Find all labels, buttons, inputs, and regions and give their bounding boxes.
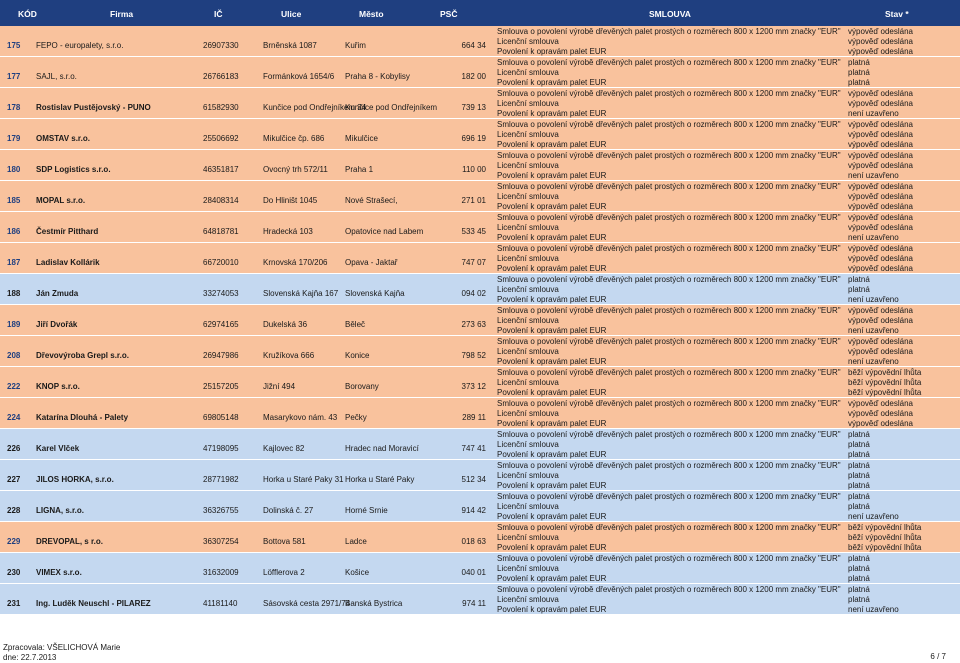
row-firma: DREVOPAL, s r.o. (36, 537, 103, 546)
row-firma: Katarína Dlouhá - Palety (36, 413, 129, 422)
smlouva-item: Smlouva o povolení výrobě dřevěných palet prostých o rozměrech 800 x 1200 mm značky "EUR" (497, 244, 841, 253)
row-mesto: Pečky (345, 413, 367, 422)
row-firma: MOPAL s.r.o. (36, 196, 86, 205)
stav-item: platná (848, 58, 870, 67)
smlouva-item: Licenční smlouva (497, 471, 559, 480)
header-stav: Stav * (885, 9, 909, 19)
row-firma: Čestmír Pitthard (36, 227, 99, 236)
row-psc: 747 07 (461, 258, 486, 267)
row-id: 222 (7, 382, 21, 391)
footer-date: dne: 22.7.2013 (3, 653, 57, 662)
row-smlouvy (497, 275, 842, 305)
row-mesto: Hradec nad Moravicí (345, 444, 419, 453)
row-stav (848, 492, 960, 522)
row-firma: KNOP s.r.o. (36, 382, 80, 391)
row-mesto: Nové Strašecí, (345, 196, 398, 205)
row-ic: 64818781 (203, 227, 239, 236)
smlouva-item: Licenční smlouva (497, 223, 559, 232)
stav-item: platná (848, 471, 870, 480)
row-ulice: Ovocný trh 572/11 (263, 165, 328, 174)
row-ulice: Brněnská 1087 (263, 41, 317, 50)
row-ulice: Sásovská cesta 2971/74 (263, 599, 351, 608)
row-stav (848, 585, 960, 615)
stav-item: výpověď odeslána (848, 306, 913, 315)
row-smlouvy (497, 213, 842, 243)
row-ulice: Löfflerova 2 (263, 568, 305, 577)
row-mesto: Kunčice pod Ondřejníkem (345, 103, 438, 112)
smlouva-item: Smlouva o povolení výrobě dřevěných palet prostých o rozměrech 800 x 1200 mm značky "EUR" (497, 58, 841, 67)
row-ulice: Dukelská 36 (263, 320, 308, 329)
row-ic: 25506692 (203, 134, 239, 143)
row-id: 224 (7, 413, 21, 422)
row-ulice: Dolinská č. 27 (263, 506, 314, 515)
footer-page-number: 6 / 7 (930, 652, 946, 661)
table-row (0, 398, 960, 429)
row-psc: 696 19 (461, 134, 486, 143)
table-row (0, 212, 960, 243)
stav-item: platná (848, 564, 870, 573)
smlouva-item: Licenční smlouva (497, 502, 559, 511)
header-kod: KÓD (18, 9, 37, 19)
row-ulice: Horka u Staré Paky 31 (263, 475, 344, 484)
header-mesto: Město (359, 9, 384, 19)
smlouva-item: Licenční smlouva (497, 347, 559, 356)
smlouva-item: Povolení k opravám palet EUR (497, 264, 607, 273)
row-smlouvy (497, 306, 842, 336)
row-smlouvy (497, 523, 842, 553)
smlouva-item: Smlouva o povolení výrobě dřevěných palet prostých o rozměrech 800 x 1200 mm značky "EUR" (497, 461, 841, 470)
row-ic: 69805148 (203, 413, 239, 422)
row-firma: LIGNA, s.r.o. (36, 506, 85, 515)
row-mesto: Slovenská Kajňa (345, 289, 405, 298)
smlouva-item: Licenční smlouva (497, 285, 559, 294)
table-row (0, 584, 960, 615)
stav-item: výpověď odeslána (848, 161, 913, 170)
table-row (0, 305, 960, 336)
row-ulice: Kajlovec 82 (263, 444, 305, 453)
row-smlouvy (497, 399, 842, 429)
row-stav (848, 306, 960, 336)
row-stav (848, 523, 960, 553)
table-row (0, 274, 960, 305)
row-psc: 182 00 (461, 72, 486, 81)
row-mesto: Horka u Staré Paky (345, 475, 415, 484)
table-row (0, 181, 960, 212)
row-psc: 974 11 (462, 599, 486, 608)
stav-item: výpověď odeslána (848, 409, 913, 418)
smlouva-item: Smlouva o povolení výrobě dřevěných palet prostých o rozměrech 800 x 1200 mm značky "EUR" (497, 368, 841, 377)
smlouva-item: Povolení k opravám palet EUR (497, 171, 607, 180)
row-mesto: Borovany (345, 382, 379, 391)
table-row (0, 553, 960, 584)
page-footer (0, 641, 960, 663)
row-mesto: Kuřim (345, 41, 366, 50)
header-ic: IČ (214, 9, 223, 19)
smlouva-item: Povolení k opravám palet EUR (497, 605, 607, 614)
row-ic: 61582930 (203, 103, 239, 112)
row-ulice: Mikulčice čp. 686 (263, 134, 325, 143)
row-ic: 33274053 (203, 289, 239, 298)
stav-item: platná (848, 285, 870, 294)
row-smlouvy (497, 244, 842, 274)
smlouva-item: Smlouva o povolení výrobě dřevěných palet prostých o rozměrech 800 x 1200 mm značky "EUR" (497, 554, 841, 563)
row-smlouvy (497, 89, 842, 119)
table-row (0, 522, 960, 553)
row-smlouvy (497, 337, 842, 367)
smlouva-item: Povolení k opravám palet EUR (497, 233, 607, 242)
row-id: 178 (7, 103, 21, 112)
row-ulice: Jižní 494 (263, 382, 296, 391)
row-psc: 664 34 (461, 41, 486, 50)
row-id: 179 (7, 134, 21, 143)
row-id: 231 (7, 599, 21, 608)
stav-item: výpověď odeslána (848, 99, 913, 108)
row-stav (848, 27, 960, 57)
row-id: 229 (7, 537, 21, 546)
row-stav (848, 275, 960, 305)
stav-item: běží výpovědní lhůta (848, 378, 922, 387)
row-id: 208 (7, 351, 21, 360)
smlouva-item: Smlouva o povolení výrobě dřevěných palet prostých o rozměrech 800 x 1200 mm značky "EUR" (497, 275, 841, 284)
row-stav (848, 337, 960, 367)
table-row (0, 243, 960, 274)
table-header (0, 0, 960, 26)
smlouva-item: Licenční smlouva (497, 192, 559, 201)
row-psc: 512 34 (461, 475, 486, 484)
row-mesto: Košice (345, 568, 370, 577)
row-ic: 26947986 (203, 351, 239, 360)
stav-item: platná (848, 595, 870, 604)
row-stav (848, 461, 960, 491)
row-mesto: Ladce (345, 537, 367, 546)
row-firma: VIMEX s.r.o. (36, 568, 82, 577)
stav-item: výpověď odeslána (848, 264, 913, 273)
stav-item: platná (848, 275, 870, 284)
table-row (0, 491, 960, 522)
smlouva-item: Povolení k opravám palet EUR (497, 512, 607, 521)
stav-item: platná (848, 554, 870, 563)
smlouva-item: Smlouva o povolení výrobě dřevěných palet prostých o rozměrech 800 x 1200 mm značky "EUR" (497, 399, 841, 408)
stav-item: není uzavřeno (848, 171, 899, 180)
stav-item: platná (848, 461, 870, 470)
stav-item: výpověď odeslána (848, 244, 913, 253)
stav-item: není uzavřeno (848, 605, 899, 614)
smlouva-item: Licenční smlouva (497, 254, 559, 263)
row-psc: 273 63 (461, 320, 486, 329)
smlouva-item: Povolení k opravám palet EUR (497, 326, 607, 335)
stav-item: platná (848, 481, 870, 490)
row-id: 188 (7, 289, 21, 298)
table-row (0, 367, 960, 398)
row-firma: FEPO - europalety, s.r.o. (36, 41, 124, 50)
stav-item: výpověď odeslána (848, 213, 913, 222)
row-smlouvy (497, 27, 842, 57)
row-psc: 739 13 (461, 103, 486, 112)
row-mesto: Mikulčice (345, 134, 378, 143)
row-ic: 26907330 (203, 41, 239, 50)
stav-item: běží výpovědní lhůta (848, 388, 922, 397)
stav-item: výpověď odeslána (848, 316, 913, 325)
stav-item: platná (848, 430, 870, 439)
smlouva-item: Povolení k opravám palet EUR (497, 388, 607, 397)
stav-item: výpověď odeslána (848, 337, 913, 346)
row-stav (848, 554, 960, 584)
smlouva-item: Povolení k opravám palet EUR (497, 295, 607, 304)
header-firma: Firma (110, 9, 134, 19)
smlouva-item: Licenční smlouva (497, 533, 559, 542)
stav-item: není uzavřeno (848, 233, 899, 242)
row-ulice: Hradecká 103 (263, 227, 313, 236)
row-smlouvy (497, 492, 842, 522)
table-row (0, 336, 960, 367)
row-id: 228 (7, 506, 21, 515)
row-ulice: Bottova 581 (263, 537, 306, 546)
smlouva-item: Smlouva o povolení výrobě dřevěných palet prostých o rozměrech 800 x 1200 mm značky "EUR" (497, 27, 841, 36)
table-row (0, 150, 960, 181)
stav-item: platná (848, 574, 870, 583)
row-ic: 62974165 (203, 320, 239, 329)
row-firma: Jiří Dvořák (36, 320, 78, 329)
row-id: 186 (7, 227, 21, 236)
smlouva-item: Povolení k opravám palet EUR (497, 450, 607, 459)
row-firma: Rostislav Pustějovský - PUNO (36, 103, 151, 112)
row-id: 226 (7, 444, 21, 453)
smlouva-item: Licenční smlouva (497, 440, 559, 449)
smlouva-item: Smlouva o povolení výrobě dřevěných palet prostých o rozměrech 800 x 1200 mm značky "EUR" (497, 306, 841, 315)
stav-item: výpověď odeslána (848, 47, 913, 56)
row-ic: 36326755 (203, 506, 239, 515)
smlouva-item: Licenční smlouva (497, 130, 559, 139)
row-smlouvy (497, 461, 842, 491)
row-ulice: Kružíkova 666 (263, 351, 315, 360)
row-stav (848, 430, 960, 460)
row-ic: 28771982 (203, 475, 239, 484)
stav-item: platná (848, 68, 870, 77)
row-psc: 094 02 (461, 289, 486, 298)
table-row (0, 88, 960, 119)
row-ulice: Kunčice pod Ondřejníkem 34 (263, 103, 367, 112)
row-firma: Karel Vlček (36, 444, 80, 453)
smlouva-item: Smlouva o povolení výrobě dřevěných palet prostých o rozměrech 800 x 1200 mm značky "EUR" (497, 182, 841, 191)
stav-item: výpověď odeslána (848, 120, 913, 129)
row-id: 185 (7, 196, 21, 205)
stav-item: běží výpovědní lhůta (848, 543, 922, 552)
row-ic: 47198095 (203, 444, 239, 453)
stav-item: není uzavřeno (848, 512, 899, 521)
row-firma: JILOS HORKA, s.r.o. (36, 475, 114, 484)
footer-author: Zpracovala: VŠELICHOVÁ Marie (3, 643, 121, 652)
row-stav (848, 120, 960, 150)
row-smlouvy (497, 151, 842, 181)
stav-item: výpověď odeslána (848, 399, 913, 408)
stav-item: výpověď odeslána (848, 223, 913, 232)
stav-item: není uzavřeno (848, 295, 899, 304)
header-ulice: Ulice (281, 9, 302, 19)
smlouva-item: Licenční smlouva (497, 378, 559, 387)
row-mesto: Praha 8 - Kobylisy (345, 72, 410, 81)
smlouva-item: Povolení k opravám palet EUR (497, 357, 607, 366)
smlouva-item: Smlouva o povolení výrobě dřevěných palet prostých o rozměrech 800 x 1200 mm značky "EUR" (497, 337, 841, 346)
row-psc: 914 42 (461, 506, 486, 515)
row-firma: Ján Zmuda (36, 289, 79, 298)
row-ulice: Krnovská 170/206 (263, 258, 328, 267)
row-id: 187 (7, 258, 21, 267)
table-row (0, 57, 960, 88)
stav-item: výpověď odeslána (848, 347, 913, 356)
smlouva-item: Smlouva o povolení výrobě dřevěných palet prostých o rozměrech 800 x 1200 mm značky "EUR" (497, 213, 841, 222)
smlouva-item: Licenční smlouva (497, 595, 559, 604)
row-stav (848, 58, 960, 88)
row-psc: 040 01 (461, 568, 486, 577)
table-body (0, 26, 960, 615)
row-psc: 798 52 (461, 351, 486, 360)
smlouva-item: Povolení k opravám palet EUR (497, 202, 607, 211)
row-stav (848, 244, 960, 274)
row-id: 177 (7, 72, 21, 81)
stav-item: výpověď odeslána (848, 130, 913, 139)
row-stav (848, 151, 960, 181)
stav-item: výpověď odeslána (848, 202, 913, 211)
smlouva-item: Smlouva o povolení výrobě dřevěných palet prostých o rozměrech 800 x 1200 mm značky "EUR" (497, 492, 841, 501)
row-mesto: Praha 1 (345, 165, 374, 174)
row-psc: 747 41 (461, 444, 486, 453)
smlouva-item: Smlouva o povolení výrobě dřevěných palet prostých o rozměrech 800 x 1200 mm značky "EUR" (497, 523, 841, 532)
stav-item: platná (848, 440, 870, 449)
smlouva-item: Povolení k opravám palet EUR (497, 109, 607, 118)
table-row (0, 429, 960, 460)
row-smlouvy (497, 554, 842, 584)
smlouva-item: Licenční smlouva (497, 37, 559, 46)
stav-item: platná (848, 585, 870, 594)
row-id: 175 (7, 41, 21, 50)
row-id: 230 (7, 568, 21, 577)
stav-item: platná (848, 502, 870, 511)
smlouva-item: Povolení k opravám palet EUR (497, 78, 607, 87)
row-smlouvy (497, 182, 842, 212)
stav-item: výpověď odeslána (848, 37, 913, 46)
row-stav (848, 368, 960, 398)
smlouva-item: Licenční smlouva (497, 316, 559, 325)
stav-item: výpověď odeslána (848, 254, 913, 263)
row-ulice: Do Hliništ 1045 (263, 196, 318, 205)
row-ic: 36307254 (203, 537, 239, 546)
row-mesto: Opatovice nad Labem (345, 227, 424, 236)
row-psc: 018 63 (461, 537, 486, 546)
row-psc: 289 11 (462, 413, 486, 422)
row-ic: 46351817 (203, 165, 239, 174)
row-stav (848, 213, 960, 243)
row-id: 227 (7, 475, 21, 484)
smlouva-item: Smlouva o povolení výrobě dřevěných palet prostých o rozměrech 800 x 1200 mm značky "EUR" (497, 585, 841, 594)
row-psc: 110 00 (462, 165, 486, 174)
stav-item: výpověď odeslána (848, 89, 913, 98)
smlouva-item: Smlouva o povolení výrobě dřevěných palet prostých o rozměrech 800 x 1200 mm značky "EUR" (497, 151, 841, 160)
stav-item: není uzavřeno (848, 326, 899, 335)
table-row (0, 460, 960, 491)
table-row (0, 119, 960, 150)
row-mesto: Běleč (345, 320, 366, 329)
smlouva-item: Povolení k opravám palet EUR (497, 481, 607, 490)
row-ic: 41181140 (203, 599, 238, 608)
smlouva-item: Povolení k opravám palet EUR (497, 419, 607, 428)
row-ic: 66720010 (203, 258, 239, 267)
row-ic: 28408314 (203, 196, 239, 205)
row-stav (848, 399, 960, 429)
stav-item: platná (848, 450, 870, 459)
row-mesto: Opava - Jaktař (345, 258, 398, 267)
row-firma: Dřevovýroba Grepl s.r.o. (36, 351, 129, 360)
smlouva-item: Povolení k opravám palet EUR (497, 47, 607, 56)
stav-item: výpověď odeslána (848, 151, 913, 160)
row-psc: 533 45 (461, 227, 486, 236)
row-firma: SAJL, s.r.o. (36, 72, 77, 81)
row-mesto: Konice (345, 351, 370, 360)
stav-item: není uzavřeno (848, 357, 899, 366)
row-psc: 373 12 (461, 382, 486, 391)
smlouva-item: Smlouva o povolení výrobě dřevěných palet prostých o rozměrech 800 x 1200 mm značky "EUR" (497, 430, 841, 439)
row-ic: 25157205 (203, 382, 239, 391)
smlouva-item: Povolení k opravám palet EUR (497, 543, 607, 552)
row-id: 180 (7, 165, 21, 174)
stav-item: výpověď odeslána (848, 419, 913, 428)
smlouva-item: Povolení k opravám palet EUR (497, 140, 607, 149)
stav-item: platná (848, 78, 870, 87)
row-firma: SDP Logistics s.r.o. (36, 165, 111, 174)
row-ulice: Masarykovo nám. 43 (263, 413, 338, 422)
smlouva-item: Licenční smlouva (497, 68, 559, 77)
stav-item: platná (848, 492, 870, 501)
row-stav (848, 89, 960, 119)
row-firma: Ing. Luděk Neuschl - PILAREZ (36, 599, 151, 608)
row-smlouvy (497, 368, 842, 398)
row-ic: 31632009 (203, 568, 239, 577)
row-stav (848, 182, 960, 212)
smlouva-item: Licenční smlouva (497, 99, 559, 108)
smlouva-item: Povolení k opravám palet EUR (497, 574, 607, 583)
stav-item: výpověď odeslána (848, 192, 913, 201)
row-id: 189 (7, 320, 21, 329)
smlouva-item: Licenční smlouva (497, 409, 559, 418)
row-smlouvy (497, 120, 842, 150)
row-firma: Ladislav Kollárik (36, 258, 100, 267)
row-psc: 271 01 (461, 196, 486, 205)
row-ulice: Formánková 1654/6 (263, 72, 335, 81)
row-ulice: Slovenská Kajňa 167 (263, 289, 339, 298)
stav-item: běží výpovědní lhůta (848, 533, 922, 542)
header-smlouva: SMLOUVA (649, 9, 691, 19)
smlouva-item: Smlouva o povolení výrobě dřevěných palet prostých o rozměrech 800 x 1200 mm značky "EUR" (497, 89, 841, 98)
row-smlouvy (497, 430, 842, 460)
row-mesto: Banská Bystrica (345, 599, 403, 608)
row-firma: OMSTAV s.r.o. (36, 134, 90, 143)
row-mesto: Horné Srnie (345, 506, 388, 515)
stav-item: výpověď odeslána (848, 182, 913, 191)
smlouva-item: Smlouva o povolení výrobě dřevěných palet prostých o rozměrech 800 x 1200 mm značky "EUR" (497, 120, 841, 129)
row-smlouvy (497, 585, 842, 615)
stav-item: běží výpovědní lhůta (848, 523, 922, 532)
stav-item: výpověď odeslána (848, 140, 913, 149)
table-row (0, 26, 960, 57)
row-ic: 26766183 (203, 72, 239, 81)
row-smlouvy (497, 58, 842, 88)
stav-item: výpověď odeslána (848, 27, 913, 36)
stav-item: běží výpovědní lhůta (848, 368, 922, 377)
header-psc: PSČ (440, 9, 458, 19)
smlouva-item: Licenční smlouva (497, 564, 559, 573)
smlouva-item: Licenční smlouva (497, 161, 559, 170)
stav-item: není uzavřeno (848, 109, 899, 118)
